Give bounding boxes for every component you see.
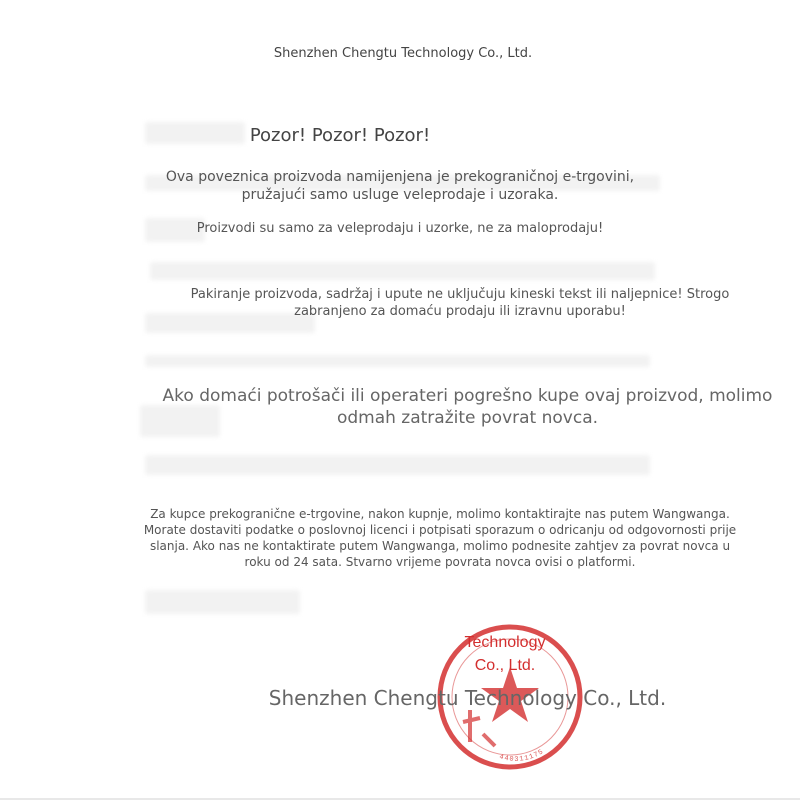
background-smudge	[145, 122, 245, 144]
refund-notice: Ako domaći potrošači ili operateri pogrešno kupe ovaj proizvod, molimo odmah zatražite povrat novca.	[162, 386, 773, 428]
packaging-notice: Pakiranje proizvoda, sadržaj i upute ne uključuju kineski tekst ili naljepnice! Strogo zabranjeno za domaću prodaju ili izravnu uporabu!	[190, 287, 730, 319]
crossborder-notice: Za kupce prekogranične e-trgovine, nakon kupnje, molimo kontaktirajte nas putem Wangwanga. Morate dostaviti podatke o poslovnoj licenci i potpisati sporazum o odricanju od odgovornosti prije slanja. Ako nas ne kontaktirate putem Wangwanga, molimo podnesite zahtjev za povrat novca u roku od 24 sata. Stvarno vrijeme povrata novca ovisi o platformi.	[143, 507, 737, 569]
wholesale-notice: Proizvodi su samo za veleprodaju i uzorke, ne za maloprodaju!	[196, 221, 604, 236]
seal-number: 440311175	[498, 747, 546, 764]
background-smudge	[145, 355, 650, 367]
company-header: Shenzhen Chengtu Technology Co., Ltd.	[273, 46, 533, 61]
background-smudge	[145, 590, 300, 614]
background-smudge	[150, 262, 655, 280]
seal-text-line1: Technology	[464, 634, 546, 651]
warning-title: Pozor! Pozor! Pozor!	[249, 125, 431, 146]
intro-text: Ova poveznica proizvoda namijenjena je prekograničnoj e-trgovini, pružajući samo usluge veleprodaje i uzoraka.	[165, 169, 635, 203]
seal-text-line2: Co., Ltd.	[474, 657, 536, 674]
background-smudge	[145, 455, 650, 475]
company-footer: Shenzhen Chengtu Technology Co., Ltd.	[268, 686, 667, 710]
